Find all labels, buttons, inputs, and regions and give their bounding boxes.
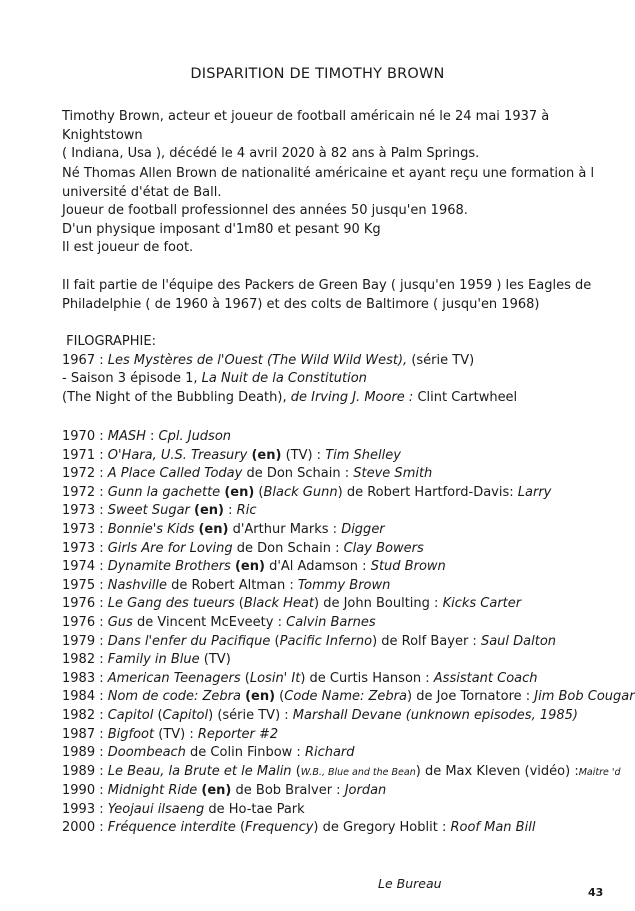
filmography-entry: 1990 : Midnight Ride (en) de Bob Bralver : Jordan (62, 783, 387, 799)
filmography-episode-detail: (The Night of the Bubbling Death), de Irving J. Moore : Clint Cartwheel (62, 389, 518, 405)
teams-paragraph (62, 277, 622, 314)
filmography-entry: 1989 : Doombeach de Colin Finbow : Richard (62, 745, 355, 761)
filmography-entry-1967: 1967 : Les Mystères de l'Ouest (The Wild Wild West), (série TV) (62, 352, 475, 368)
bio-line: Joueur de football professionnel des années 50 jusqu'en 1968. (62, 203, 468, 219)
filmography-entry: 1989 : Le Beau, la Brute et le Malin (W.B., Blue and the Bean) de Max Kleven (vidéo) :Maitre 'd (62, 763, 621, 779)
intro-paragraph (62, 108, 622, 164)
teams-line: Il fait partie de l'équipe des Packers de Green Bay ( jusqu'en 1959 ) les Eagles de (62, 278, 592, 293)
filmography-episode: - Saison 3 épisode 1, La Nuit de la Constitution (62, 371, 367, 387)
page-title: DISPARITION DE TIMOTHY BROWN (190, 66, 445, 82)
filmography-entry: 1993 : Yeojaui ilsaeng de Ho-tae Park (62, 801, 305, 817)
filmography-entry: 1975 : Nashville de Robert Altman : Tommy Brown (62, 577, 391, 593)
filmography-entry: 1987 : Bigfoot (TV) : Reporter #2 (62, 726, 279, 742)
filmography-entry: 1972 : Gunn la gachette (en) (Black Gunn) de Robert Hartford-Davis: Larry (62, 484, 552, 500)
intro-line: ( Indiana, Usa ), décédé le 4 avril 2020 à 82 ans à Palm Springs. (62, 146, 480, 162)
filmography-header-block (62, 333, 622, 407)
filmography-entry: 1973 : Bonnie's Kids (en) d'Arthur Marks : Digger (62, 521, 385, 537)
filmography-list (62, 428, 635, 838)
page-number: 43 (588, 886, 604, 899)
filmography-entry: 1973 : Sweet Sugar (en) : Ric (62, 503, 257, 519)
filmography-heading: FILOGRAPHIE: (62, 334, 156, 349)
filmography-entry: 1973 : Girls Are for Loving de Don Schain : Clay Bowers (62, 540, 424, 556)
filmography-entry: 1982 : Capitol (Capitol) (série TV) : Marshall Devane (unknown episodes, 1985) (62, 707, 579, 723)
bio-line: Il est joueur de foot. (62, 240, 194, 256)
bio-paragraph (62, 165, 622, 258)
footer-text: Le Bureau (378, 876, 442, 891)
teams-line: Philadelphie ( de 1960 à 1967) et des colts de Baltimore ( jusqu'en 1968) (62, 296, 540, 312)
filmography-entry: 1970 : MASH : Cpl. Judson (62, 429, 232, 444)
filmography-entry: 1976 : Gus de Vincent McEveety : Calvin Barnes (62, 614, 376, 630)
filmography-entry: 1972 : A Place Called Today de Don Schain : Steve Smith (62, 466, 433, 482)
filmography-entry: 1979 : Dans l'enfer du Pacifique (Pacific Inferno) de Rolf Bayer : Saul Dalton (62, 633, 557, 649)
filmography-entry: 1974 : Dynamite Brothers (en) d'Al Adamson : Stud Brown (62, 559, 446, 575)
bio-line: université d'état de Ball. (62, 184, 222, 200)
filmography-entry: 1971 : O'Hara, U.S. Treasury (en) (TV) : Tim Shelley (62, 447, 401, 463)
filmography-entry: 1982 : Family in Blue (TV) (62, 652, 231, 668)
filmography-entry: 1976 : Le Gang des tueurs (Black Heat) de John Boulting : Kicks Carter (62, 596, 522, 612)
filmography-entry: 1983 : American Teenagers (Losin' It) de Curtis Hanson : Assistant Coach (62, 670, 538, 686)
intro-line: Timothy Brown, acteur et joueur de football américain né le 24 mai 1937 à Knightstown (62, 109, 550, 143)
bio-line: D'un physique imposant d'1m80 et pesant 90 Kg (62, 221, 381, 237)
filmography-entry: 1984 : Nom de code: Zebra (en) (Code Name: Zebra) de Joe Tornatore : Jim Bob Cougar (62, 689, 635, 705)
filmography-entry: 2000 : Fréquence interdite (Frequency) de Gregory Hoblit : Roof Man Bill (62, 820, 536, 836)
bio-line: Né Thomas Allen Brown de nationalité américaine et ayant reçu une formation à l (62, 166, 595, 181)
